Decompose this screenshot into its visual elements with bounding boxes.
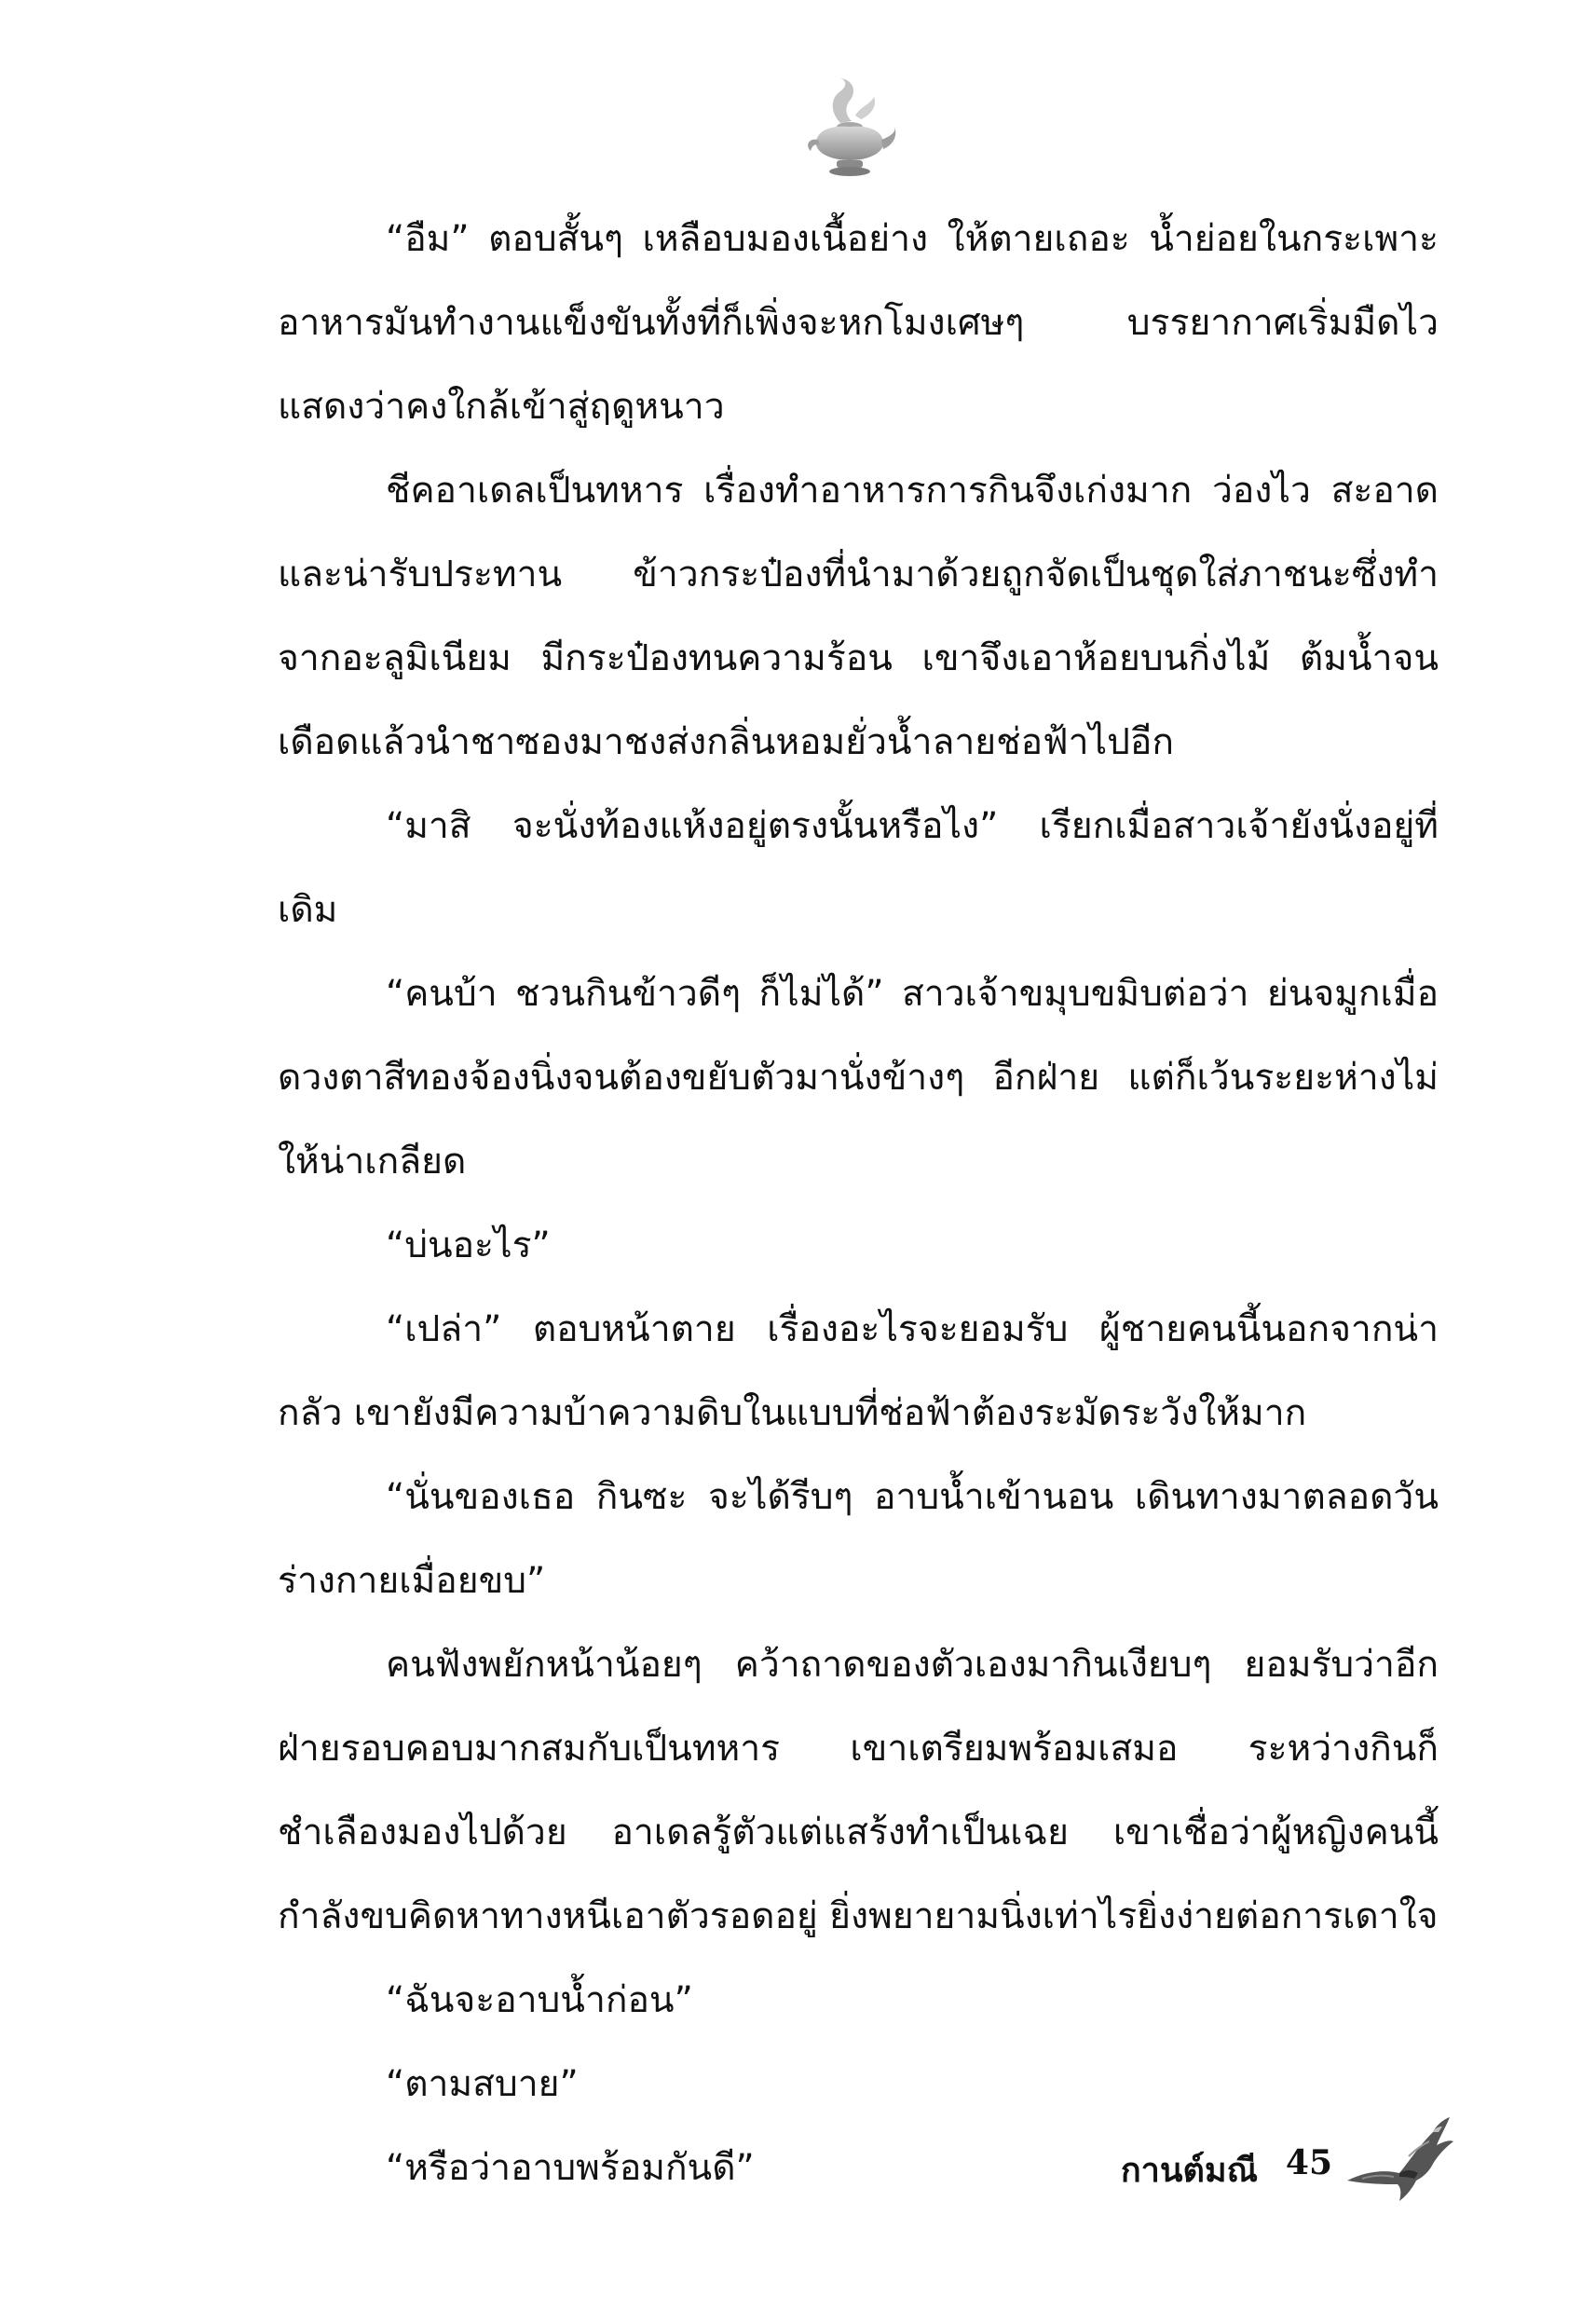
paragraph: คนฟังพยักหน้าน้อยๆ คว้าถาดของตัวเองมากินเงียบๆ ยอมรับว่าอีกฝ่ายรอบคอบมากสมกับเป็นทหาร เขาเตรียมพร้อมเสมอ ระหว่างกินก็ชำเลืองมองไปด้วย อาเดลรู้ตัวแต่แสร้งทำเป็นเฉย เขาเชื่อว่าผู้หญิงคนนี้กำลังขบคิดหาทางหนีเอาตัวรอดอยู่ ยิ่งพยายามนิ่งเท่าไรยิ่งง่ายต่อการเดาใจ: [278, 1644, 1439, 1937]
magic-lamp-icon: [803, 78, 896, 181]
eagle-icon: [1344, 2115, 1455, 2208]
paragraph: “บ่นอะไร”: [386, 1224, 551, 1266]
paragraph: “ตามสบาย”: [386, 2063, 579, 2105]
paragraph: “มาสิ จะนั่งท้องแห้งอยู่ตรงนั้นหรือไง” เรียกเมื่อสาวเจ้ายังนั่งอยู่ที่เดิม: [278, 805, 1439, 931]
paragraph: “หรือว่าอาบพร้อมกันดี”: [386, 2147, 755, 2189]
paragraph: “อืม” ตอบสั้นๆ เหลือบมองเนื้อย่าง ให้ตายเถอะ น้ำย่อยในกระเพาะอาหารมันทำงานแข็งขันทั้งที่ก็เพิ่งจะหกโมงเศษๆ บรรยากาศเริ่มมืดไว แสดงว่าคงใกล้เข้าสู่ฤดูหนาว: [278, 218, 1439, 428]
author-name: กานต์มณี: [1120, 2151, 1258, 2190]
paragraph: “นั่นของเธอ กินซะ จะได้รีบๆ อาบน้ำเข้านอน เดินทางมาตลอดวัน ร่างกายเมื่อยขบ”: [278, 1476, 1439, 1602]
page-footer: [1099, 2115, 1472, 2218]
body-text: [278, 198, 1439, 2210]
paragraph: “เปล่า” ตอบหน้าตาย เรื่องอะไรจะยอมรับ ผู้ชายคนนี้นอกจากน่ากลัว เขายังมีความบ้าความดิบในแบบที่ช่อฟ้าต้องระมัดระวังให้มาก: [278, 1308, 1439, 1434]
paragraph: ชีคอาเดลเป็นทหาร เรื่องทำอาหารการกินจึงเก่งมาก ว่องไว สะอาด และน่ารับประทาน ข้าวกระป๋องที่นำมาด้วยถูกจัดเป็นชุดใส่ภาชนะซึ่งทำจากอะลูมิเนียม มีกระป๋องทนความร้อน เขาจึงเอาห้อยบนกิ่งไม้ ต้มน้ำจนเดือดแล้วนำชาซองมาชงส่งกลิ่นหอมยั่วน้ำลายช่อฟ้าไปอีก: [278, 470, 1439, 763]
page-number: 45: [1285, 2143, 1332, 2182]
paragraph: “คนบ้า ชวนกินข้าวดีๆ ก็ไม่ได้” สาวเจ้าขมุบขมิบต่อว่า ย่นจมูกเมื่อดวงตาสีทองจ้องนิ่งจนต้องขยับตัวมานั่งข้างๆ อีกฝ่าย แต่ก็เว้นระยะห่างไม่ให้น่าเกลียด: [278, 973, 1439, 1183]
paragraph: “ฉันจะอาบน้ำก่อน”: [386, 1979, 693, 2021]
